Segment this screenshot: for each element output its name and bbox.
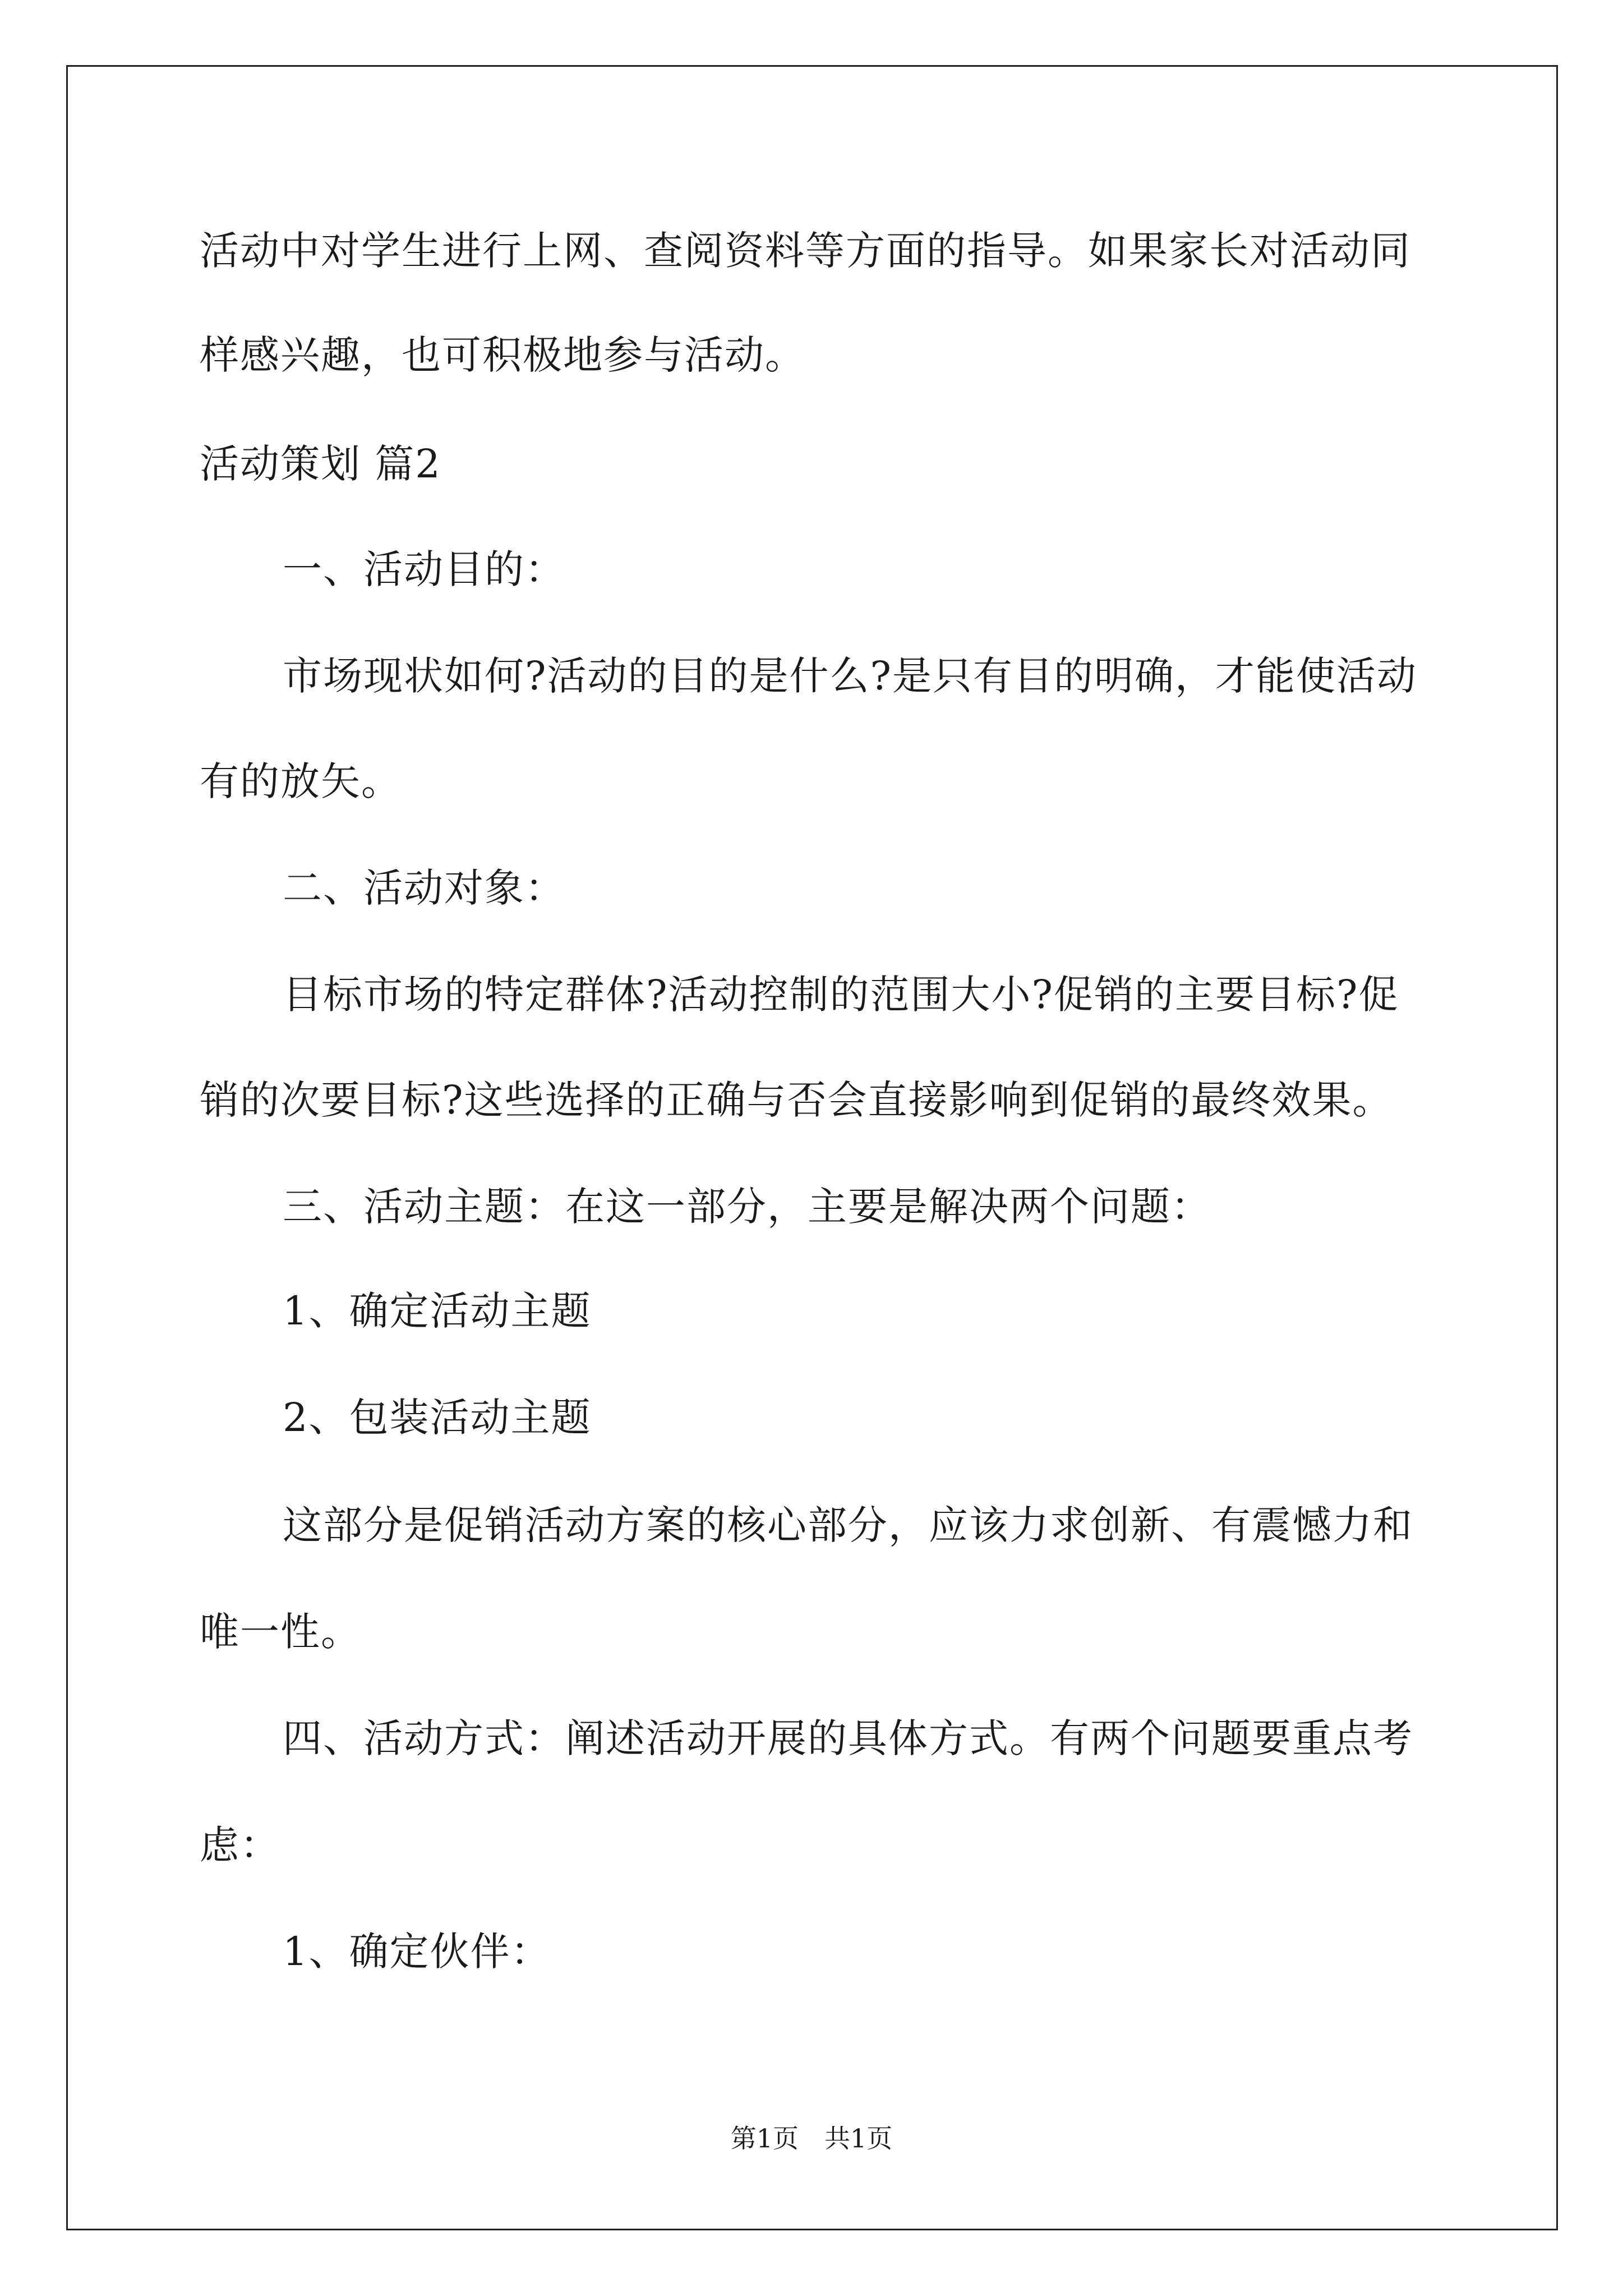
text-line: 唯一性。 bbox=[200, 1609, 361, 1655]
text-line: 一、活动目的： bbox=[283, 546, 565, 592]
text-line: 1、确定活动主题 bbox=[283, 1288, 592, 1334]
text-line: 活动中对学生进行上网、查阅资料等方面的指导。如果家长对活动同 bbox=[200, 228, 1411, 274]
text-line: 1、确定伙伴： bbox=[283, 1929, 551, 1975]
text-line: 虑： bbox=[200, 1822, 280, 1868]
text-line: 有的放矢。 bbox=[200, 758, 402, 804]
text-line: 目标市场的特定群体?活动控制的范围大小?促销的主要目标?促 bbox=[283, 972, 1399, 1018]
section-heading: 活动策划 篇2 bbox=[200, 441, 441, 487]
text-line: 销的次要目标?这些选择的正确与否会直接影响到促销的最终效果。 bbox=[200, 1077, 1393, 1123]
text-line: 三、活动主题：在这一部分，主要是解决两个问题： bbox=[283, 1184, 1211, 1230]
text-line: 2、包装活动主题 bbox=[283, 1395, 592, 1441]
page-frame bbox=[66, 65, 1558, 2230]
text-line: 样感兴趣，也可积极地参与活动。 bbox=[200, 332, 805, 378]
page-number-footer: 第1页 共1页 bbox=[730, 2123, 893, 2154]
text-line: 二、活动对象： bbox=[283, 865, 565, 911]
text-line: 四、活动方式：阐述活动开展的具体方式。有两个问题要重点考 bbox=[283, 1715, 1413, 1761]
text-line: 这部分是促销活动方案的核心部分，应该力求创新、有震憾力和 bbox=[283, 1502, 1413, 1548]
text-line: 市场现状如何?活动的目的是什么?是只有目的明确，才能使活动 bbox=[283, 653, 1418, 699]
